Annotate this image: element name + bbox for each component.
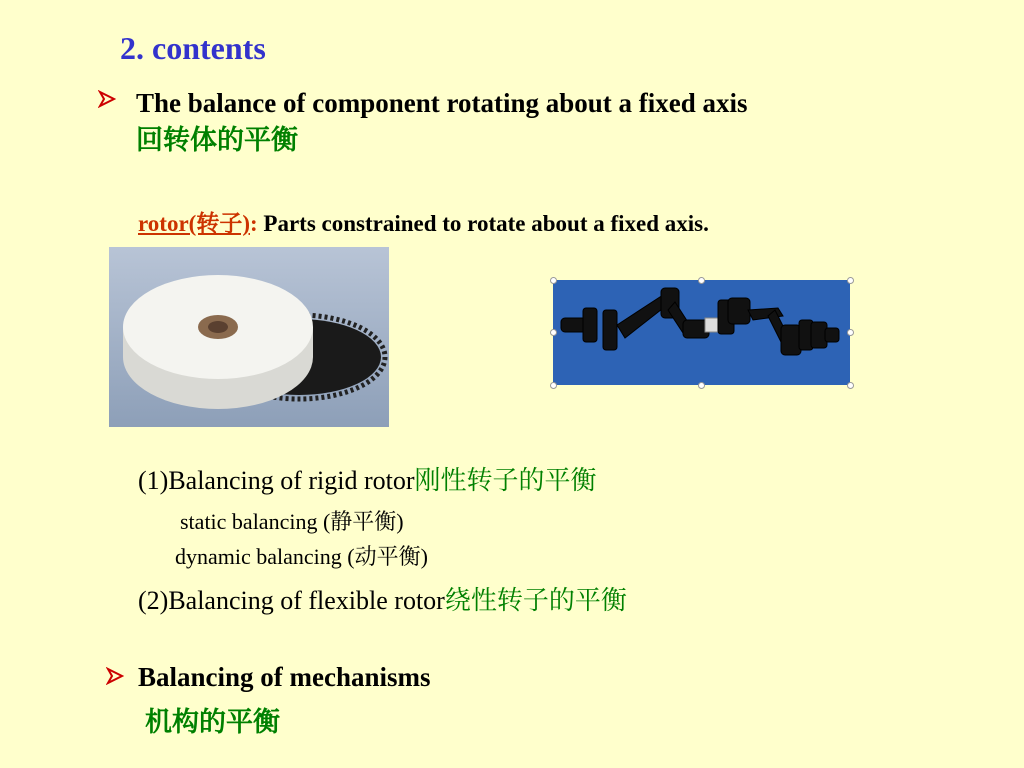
flexible-rotor-cn: 绕性转子的平衡 (444, 586, 627, 616)
section1-heading: The balance of component rotating about a fixed axis (136, 88, 748, 118)
section2-heading: Balancing of mechanisms (138, 662, 431, 692)
arrow-bullet-icon (98, 88, 116, 114)
slide-title: 2. contents (120, 30, 266, 66)
list-item-rigid (138, 460, 597, 497)
list-item-static: static balancing (静平衡) (180, 509, 404, 534)
list-item-dynamic: dynamic balancing (动平衡) (175, 544, 428, 569)
list-item-flexible (138, 580, 627, 617)
rotor-definition: Parts constrained to rotate about a fixed axis. (257, 211, 709, 236)
rigid-rotor-en: (1)Balancing of rigid rotor (138, 466, 415, 495)
resize-handle-tr[interactable] (847, 277, 854, 284)
flexible-rotor-en: (2)Balancing of flexible rotor (138, 586, 445, 615)
resize-handle-mr[interactable] (847, 329, 854, 336)
resize-handle-tl[interactable] (550, 277, 557, 284)
resize-handle-bl[interactable] (550, 382, 557, 389)
resize-handle-ml[interactable] (550, 329, 557, 336)
crankshaft-image (553, 280, 850, 385)
arrow-bullet-icon (106, 665, 124, 691)
section1-heading-cn: 回转体的平衡 (136, 125, 298, 156)
grinding-wheel-image (109, 247, 389, 427)
rotor-definition-line (138, 205, 709, 238)
rotor-colon: : (249, 211, 258, 236)
rigid-rotor-cn: 刚性转子的平衡 (414, 466, 597, 496)
resize-handle-br[interactable] (847, 382, 854, 389)
section2-heading-cn: 机构的平衡 (145, 707, 280, 738)
resize-handle-tm[interactable] (698, 277, 705, 284)
resize-handle-bm[interactable] (698, 382, 705, 389)
rotor-term: rotor(转子) (138, 211, 250, 236)
